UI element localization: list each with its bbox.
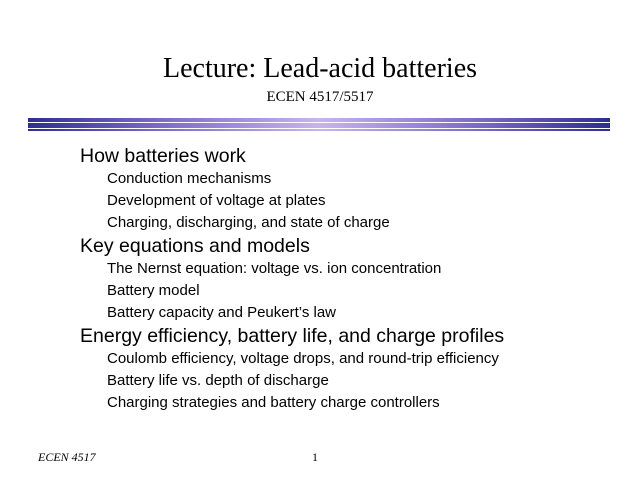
outline-section <box>80 144 620 234</box>
outline-section <box>80 234 620 324</box>
title-divider <box>28 118 610 132</box>
outline-item: Battery life vs. depth of discharge <box>107 372 329 389</box>
outline-item: Battery capacity and Peukert’s law <box>107 304 337 321</box>
slide-subtitle: ECEN 4517/5517 <box>266 89 374 105</box>
outline-item: Charging, discharging, and state of charge <box>107 214 390 231</box>
outline-item: Coulomb efficiency, voltage drops, and round-trip efficiency <box>107 350 499 367</box>
footer-course: ECEN 4517 <box>38 450 96 464</box>
outline-item: Charging strategies and battery charge controllers <box>107 394 440 411</box>
section-heading: Energy efficiency, battery life, and charge profiles <box>80 325 505 347</box>
section-heading: Key equations and models <box>80 235 310 257</box>
outline-item: Development of voltage at plates <box>107 192 326 209</box>
section-heading: How batteries work <box>80 145 246 167</box>
outline-item: Conduction mechanisms <box>107 170 272 187</box>
slide-title: Lecture: Lead-acid batteries <box>162 53 478 84</box>
outline <box>80 144 620 414</box>
outline-item: The Nernst equation: voltage vs. ion concentration <box>107 260 442 277</box>
outline-item: Battery model <box>107 282 200 299</box>
outline-section <box>80 324 620 414</box>
footer-page-number: 1 <box>312 450 318 464</box>
divider-bar-graphic <box>28 118 610 132</box>
